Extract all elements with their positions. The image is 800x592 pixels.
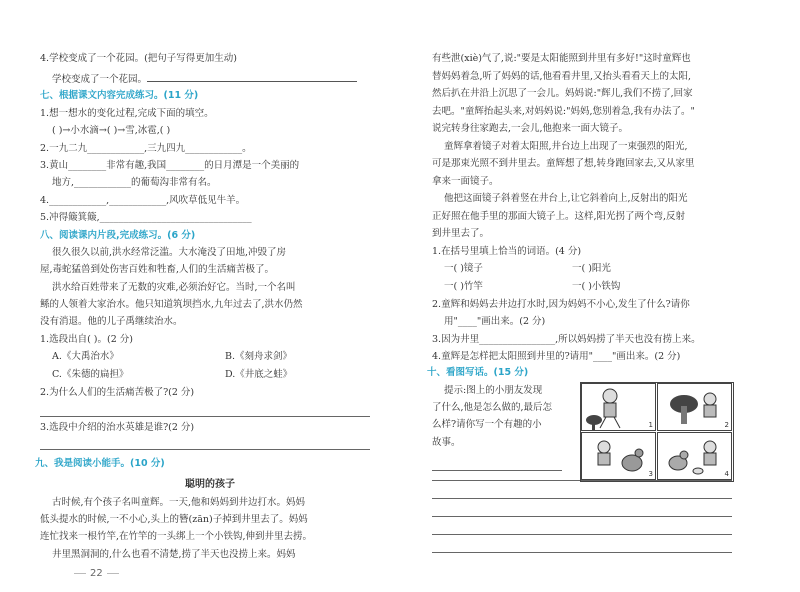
writing-line[interactable] <box>432 516 732 517</box>
passage8-line: 洪水给百姓带来了无数的灾难,必须治好它。当时,一个名叫 <box>52 282 296 293</box>
section-10-title: 十、看图写话。(15 分) <box>427 367 529 378</box>
s9-q4: 4.童辉是怎样把太阳照到井里的?请用"____"画出来。(2 分) <box>432 351 681 362</box>
answer-line[interactable] <box>40 449 370 450</box>
story-line: 井里黑洞洞的,什么也看不清楚,捞了半天也没捞上来。妈妈 <box>52 549 296 560</box>
comic-panel: 4 <box>657 432 732 480</box>
story-line: 去吧。"童辉抬起头来,对妈妈说:"妈妈,您别着急,我有办法了。" <box>432 106 695 117</box>
comic-strip <box>580 382 734 482</box>
hint-line: 么样?请你写一个有趣的小 <box>432 419 542 430</box>
story-line: 然后扒在井沿上沉思了一会儿。妈妈说:"辉儿,我们不捞了,回家 <box>432 88 693 99</box>
s8-q1: 1.选段出自( )。(2 分) <box>40 334 133 345</box>
s9-q2b: 用"____"画出来。(2 分) <box>444 316 546 327</box>
s7-q3b: 地方,____________的葡萄沟非常有名。 <box>52 177 217 188</box>
s9-q3: 3.因为井里________________,所以妈妈捞了半天也没有捞上来。 <box>432 334 701 345</box>
word-blank-sun[interactable]: 一( )阳光 <box>572 263 611 274</box>
option-c[interactable]: C.《朱德的扁担》 <box>52 369 129 380</box>
word-blank-mirror[interactable]: 一( )镜子 <box>444 263 483 274</box>
story-line: 低头提水的时候,一不小心,头上的簪(zān)子掉到井里去了。妈妈 <box>40 514 308 525</box>
s7-q3a: 3.黄山________非常有趣,我国________的日月潭是一个美丽的 <box>40 160 300 171</box>
hint-line: 了什么,他是怎么做的,最后怎 <box>432 402 553 413</box>
s7-q5: 5.冲得簸箕簸,________________________________ <box>40 212 252 223</box>
story-line: 替妈妈着急,听了妈妈的话,他看看井里,又抬头看看天上的太阳, <box>432 71 692 82</box>
passage8-line: 很久很久以前,洪水经常泛滥。大水淹没了田地,冲毁了房 <box>52 247 287 258</box>
story-line: 有些泄(xiè)气了,说:"要是太阳能照到井里有多好!"这时童辉也 <box>432 53 691 64</box>
writing-line[interactable] <box>432 470 562 471</box>
s7-q1: 1.想一想水的变化过程,完成下面的填空。 <box>40 108 214 119</box>
s7-q2: 2.一九二九____________,三九四九____________。 <box>40 143 252 154</box>
passage8-line: 鲧的人领着大家治水。他只知道筑坝挡水,九年过去了,洪水仍然 <box>40 299 303 310</box>
s8-q2: 2.为什么人们的生活痛苦极了?(2 分) <box>40 387 195 398</box>
s8-q3: 3.选段中介绍的治水英雄是谁?(2 分) <box>40 422 195 433</box>
story-title: 聪明的孩子 <box>185 479 235 490</box>
boy-running-illustration <box>582 384 655 430</box>
writing-line[interactable] <box>432 534 732 535</box>
q4-answer-line: 学校变成了一个花园。 <box>52 71 357 87</box>
page-number: 22 <box>70 568 123 579</box>
option-b[interactable]: B.《刻舟求剑》 <box>225 351 293 362</box>
story-line: 可是那束光照不到井里去。童辉想了想,转身跑回家去,又从家里 <box>432 158 695 169</box>
story-line: 到井里去了。 <box>432 228 490 239</box>
s9-q2a: 2.童辉和妈妈去井边打水时,因为妈妈不小心,发生了什么?请你 <box>432 299 690 310</box>
word-blank-hook[interactable]: 一( )小铁钩 <box>572 281 621 292</box>
story-line: 童辉拿着镜子对着太阳照,井台边上出现了一束强烈的阳光, <box>444 141 688 152</box>
story-line: 古时候,有个孩子名叫童辉。一天,他和妈妈到井边打水。妈妈 <box>52 497 306 508</box>
s7-q1-line: ( )→小水滴→( )→雪,冰雹,( ) <box>52 125 171 136</box>
hint-line: 提示:图上的小朋友发现 <box>444 385 543 396</box>
option-a[interactable]: A.《大禹治水》 <box>52 351 119 362</box>
passage8-line: 没有消退。他的儿子禹继续治水。 <box>40 316 183 327</box>
writing-line[interactable] <box>432 552 732 553</box>
story-line: 连忙找来一根竹竿,在竹竿的一头绑上一个小铁钩,伸到井里去捞。 <box>40 531 313 542</box>
section-7-title: 七、根据课文内容完成练习。(11 分) <box>40 90 199 101</box>
story-line: 他把这面镜子斜着竖在井台上,让它斜着向上,反射出的阳光 <box>444 193 688 204</box>
s7-q4: 4.____________,____________,风吹草低见牛羊。 <box>40 195 246 206</box>
comic-panel: 1 <box>581 383 656 431</box>
s9-q1: 1.在括号里填上恰当的词语。(4 分) <box>432 246 582 257</box>
story-line: 说完转身往家跑去,一会儿,他抱来一面大镜子。 <box>432 123 629 134</box>
section-8-title: 八、阅读课内片段,完成练习。(6 分) <box>40 230 196 241</box>
section-9-title: 九、我是阅读小能手。(10 分) <box>35 458 165 469</box>
chicks-illustration <box>658 433 731 479</box>
story-line: 拿来一面镜子。 <box>432 176 499 187</box>
boy-with-rooster-illustration <box>582 433 655 479</box>
writing-line[interactable] <box>432 498 732 499</box>
story-line: 正好照在他手里的那面大镜子上。这样,阳光拐了两个弯,反射 <box>432 211 686 222</box>
hint-line: 故事。 <box>432 437 461 448</box>
answer-line[interactable] <box>40 416 370 417</box>
comic-panel: 2 <box>657 383 732 431</box>
q4-blank[interactable] <box>147 71 357 82</box>
comic-panel: 3 <box>581 432 656 480</box>
word-blank-pole[interactable]: 一( )竹竿 <box>444 281 483 292</box>
option-d[interactable]: D.《井底之蛙》 <box>225 369 293 380</box>
mushroom-illustration <box>658 384 731 430</box>
passage8-line: 屋,毒蛇猛兽到处伤害百姓和牲畜,人们的生活痛苦极了。 <box>40 264 275 275</box>
q4-prompt: 4.学校变成了一个花园。(把句子写得更加生动) <box>40 53 237 64</box>
